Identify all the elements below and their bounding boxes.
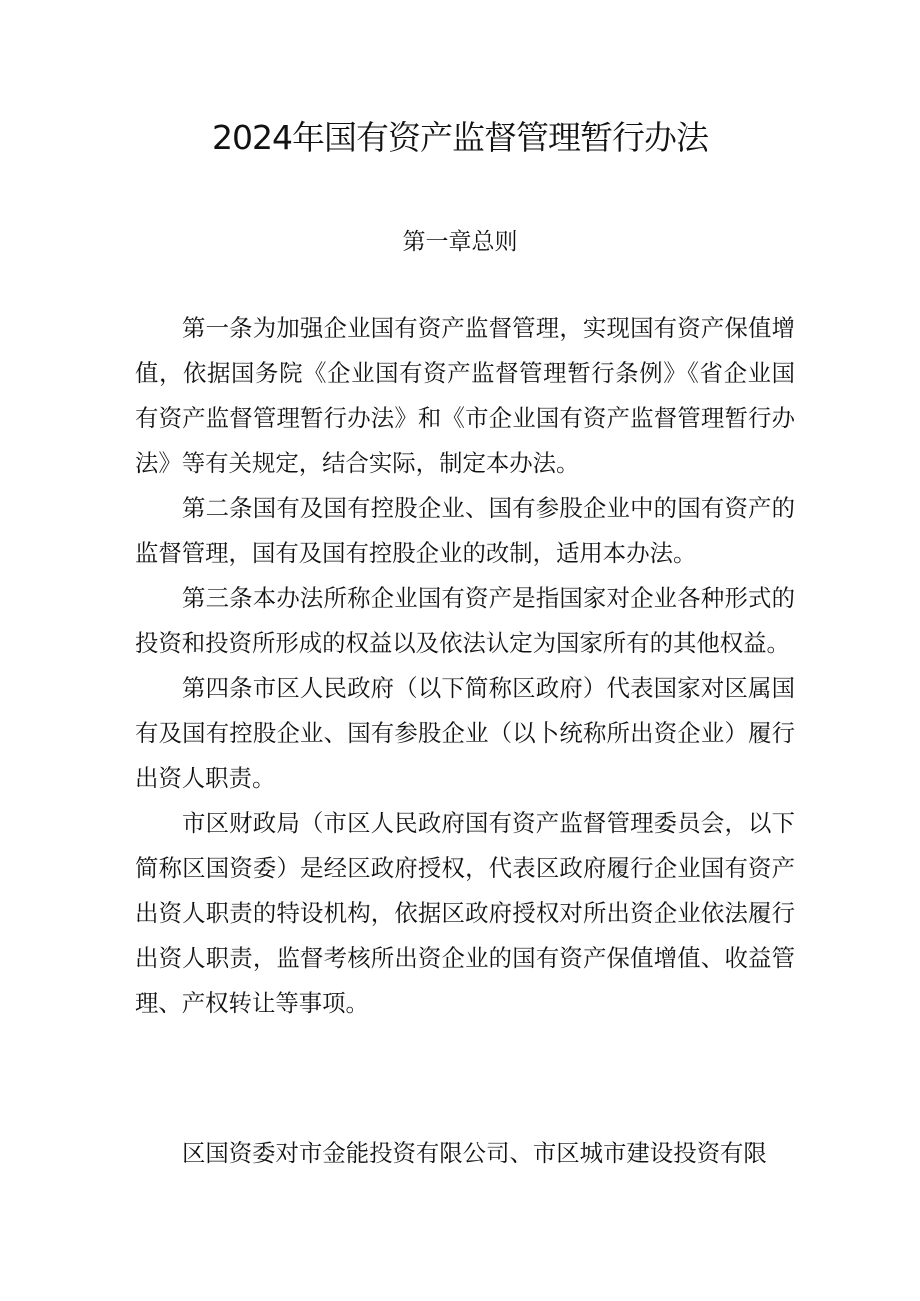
- closing-paragraph: 区国资委对市金能投资有限公司、市区城市建设投资有限: [182, 1139, 767, 1167]
- article-body: [135, 306, 795, 1026]
- document-title: 2024年国有资产监督管理暂行办法: [212, 118, 708, 157]
- chapter-heading: 第一章总则: [402, 229, 518, 255]
- article-1-paragraph: 第一条为加强企业国有资产监督管理，实现国有资产保值增值，依据国务院《企业国有资产监督管理暂行条例》《省企业国有资产监督管理暂行办法》和《市企业国有资产监督管理暂行办法》等有关规定，结合实际，制定本办法。: [135, 314, 795, 477]
- article-3-paragraph: 第三条本办法所称企业国有资产是指国家对企业各种形式的投资和投资所形成的权益以及依法认定为国家所有的其他权益。: [135, 584, 795, 657]
- finance-bureau-paragraph: 市区财政局（市区人民政府国有资产监督管理委员会，以下简称区国资委）是经区政府授权，代表区政府履行企业国有资产出资人职责的特设机构，依据区政府授权对所出资企业依法履行出资人职责，监督考核所出资企业的国有资产保值增值、收益管理、产权转让等事项。: [135, 809, 795, 1017]
- article-2-paragraph: 第二条国有及国有控股企业、国有参股企业中的国有资产的监督管理，国有及国有控股企业的改制，适用本办法。: [135, 494, 795, 567]
- article-4-paragraph: 第四条市区人民政府（以下简称区政府）代表国家对区属国有及国有控股企业、国有参股企业（以卜统称所出资企业）履行出资人职责。: [135, 674, 795, 792]
- closing-body: [135, 1131, 795, 1176]
